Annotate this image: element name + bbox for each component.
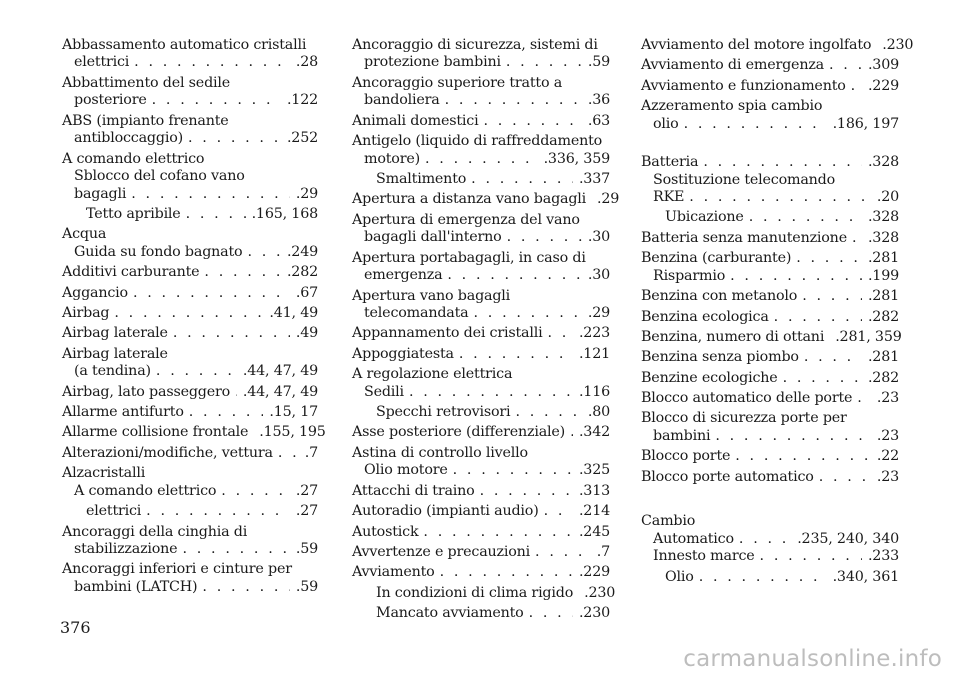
- index-entry-text: Tetto apribile: [86, 205, 181, 222]
- index-entry: [641, 98, 899, 116]
- index-entry: [641, 209, 899, 227]
- dot-leader: [852, 390, 871, 408]
- dot-leader: [466, 171, 573, 189]
- index-entry-page: .23: [876, 468, 899, 485]
- index-entry-text: posteriore: [74, 92, 147, 109]
- index-entry-text: Airbag, lato passeggero: [62, 383, 231, 400]
- index-entry-text: In condizioni di clima rigido: [376, 584, 574, 601]
- index-entry: [62, 384, 318, 402]
- dot-leader: [183, 130, 281, 148]
- index-entry: [62, 424, 326, 442]
- index-entry-text: Avvertenze e precauzioni: [352, 543, 531, 560]
- index-entry: [62, 151, 318, 169]
- index-entry: [352, 325, 610, 343]
- index-entry: [62, 305, 318, 323]
- dot-leader: [181, 206, 246, 224]
- index-entry-text: Innesto marce: [653, 548, 755, 565]
- index-entry-text: Antigelo (liquido di raffreddamento: [352, 133, 603, 150]
- dot-leader: [216, 483, 290, 501]
- index-entry: [352, 133, 610, 151]
- index-entry-text: antibloccaggio): [74, 130, 183, 147]
- index-entry-text: Batteria: [641, 154, 699, 171]
- index-entry-text: Mancato avviamento: [376, 605, 524, 622]
- dot-leader: [197, 579, 289, 597]
- index-entry-text: Avviamento e funzionamento: [641, 77, 846, 94]
- index-entry-text: Olio: [665, 568, 694, 585]
- index-entry-page: .325: [578, 462, 610, 479]
- index-entry: [352, 171, 610, 189]
- index-entry-text: Cambio: [641, 513, 696, 530]
- index-entry-text: ABS (impianto frenante: [62, 112, 229, 129]
- index-entry-text: Guida su fondo bagnato: [74, 243, 243, 260]
- index-entry: [641, 370, 899, 388]
- index-entry: [641, 531, 899, 549]
- index-entry: [62, 54, 318, 72]
- index-column-2: [352, 34, 620, 623]
- dot-leader: [109, 305, 263, 323]
- dot-leader: [177, 541, 289, 559]
- index-entry-text: Apertura a distanza vano bagagli: [352, 191, 587, 208]
- dot-leader: [479, 113, 582, 131]
- dot-leader: [440, 92, 582, 110]
- index-entry-page: .59: [295, 578, 318, 595]
- dot-leader: [442, 267, 581, 285]
- index-entry: [352, 151, 610, 169]
- index-entry-text: (a tendina): [74, 363, 151, 380]
- index-entry: [352, 54, 610, 72]
- index-entry-page: .23: [876, 427, 899, 444]
- index-entry: [62, 244, 318, 262]
- index-entry: [641, 78, 899, 96]
- index-entry-text: Abbassamento automatico cristalli: [62, 36, 307, 53]
- index-entry-page: .281: [867, 250, 899, 267]
- index-entry-text: Autoradio (impianti audio): [352, 503, 539, 520]
- index-entry: [62, 503, 318, 521]
- dot-leader: [141, 503, 290, 521]
- dot-leader: [755, 548, 862, 566]
- index-entry: [352, 524, 610, 542]
- dot-leader: [151, 363, 237, 381]
- index-entry-page: .29: [295, 185, 318, 202]
- dot-leader: [502, 229, 582, 247]
- index-entry: [352, 366, 610, 384]
- index-entry: [62, 113, 318, 131]
- dot-leader: [469, 305, 582, 323]
- index-entry-page: .29: [597, 191, 620, 208]
- dot-leader: [501, 54, 582, 72]
- index-entry-page: .245: [578, 523, 610, 540]
- index-entry-text: Appannamento dei cristalli: [352, 325, 543, 342]
- index-entry-text: Additivi carburante: [62, 264, 200, 281]
- index-entry-page: .281: [867, 349, 899, 366]
- dot-leader: [847, 230, 862, 248]
- dot-leader: [542, 325, 572, 343]
- index-entry: [641, 288, 899, 306]
- index-entry-text: A comando elettrico: [74, 482, 217, 499]
- index-entry-page: .23: [876, 390, 899, 407]
- index-entry-text: bambini: [653, 427, 711, 444]
- index-entry-page: .29: [587, 305, 610, 322]
- index-entry: [641, 57, 899, 75]
- index-entry: [641, 268, 899, 286]
- index-entry-page: .27: [295, 503, 318, 520]
- index-entry-text: Sblocco del cofano vano: [74, 168, 245, 185]
- index-entry-page: .281: [867, 288, 899, 305]
- index-entry-text: Benzina con metanolo: [641, 288, 798, 305]
- index-entry: [62, 325, 318, 343]
- index-entry-page: .282: [867, 308, 899, 325]
- index-entry-text: bandoliera: [364, 92, 440, 109]
- index-entry: [352, 544, 610, 562]
- dot-leader: [475, 483, 573, 501]
- index-entry-page: .186, 197: [832, 115, 899, 132]
- index-entry-text: Asse posteriore (differenziale): [352, 424, 566, 441]
- dot-leader: [454, 346, 573, 364]
- index-entry: [641, 548, 899, 566]
- dot-leader: [273, 445, 299, 463]
- index-entry-text: Abbattimento del sedile: [62, 74, 231, 91]
- index-entry: [352, 605, 610, 623]
- index-entry-text: Sedili: [364, 383, 404, 400]
- index-entry-text: Sostituzione telecomando: [653, 171, 836, 188]
- index-entry: [641, 189, 899, 207]
- index-entry-page: .233: [867, 548, 899, 565]
- index-entry-page: .28: [295, 54, 318, 71]
- index-entry-text: protezione bambini: [364, 54, 501, 71]
- index-entry-page: .214: [578, 503, 610, 520]
- dot-leader: [420, 151, 538, 169]
- index-entry: [352, 113, 610, 131]
- index-entry: [352, 384, 610, 402]
- index-entry-text: Allarme collisione frontale: [62, 424, 249, 441]
- index-entry-page: .282: [286, 264, 318, 281]
- index-entry-page: .230: [882, 36, 914, 53]
- index-entry: [641, 513, 899, 531]
- index-entry-page: .336, 359: [543, 150, 610, 167]
- index-entry-page: .199: [867, 267, 899, 284]
- index-entry-page: .67: [295, 284, 318, 301]
- index-entry-text: Appoggiatesta: [352, 345, 454, 362]
- index-entry-page: .281, 359: [835, 328, 902, 345]
- dot-leader: [530, 544, 591, 562]
- index-entry-text: Blocco di sicurezza porte per: [641, 410, 847, 427]
- index-entry-text: Airbag: [62, 305, 110, 322]
- index-entry: [62, 524, 318, 542]
- index-entry: [62, 579, 318, 597]
- index-entry-page: .155, 195: [259, 424, 326, 441]
- dot-leader: [230, 384, 237, 402]
- index-entry-page: .235, 240, 340: [797, 530, 899, 547]
- index-entry-text: Ancoraggio superiore tratto a: [352, 74, 563, 91]
- index-entry-page: .249: [286, 243, 318, 260]
- index-entry-page: .328: [867, 154, 899, 171]
- index-entry-text: Ancoraggi della cinghia di: [62, 523, 248, 540]
- index-entry-page: .49: [295, 325, 318, 342]
- index-entry: [641, 410, 899, 428]
- index-entry: [641, 448, 899, 466]
- index-entry: [352, 267, 610, 285]
- dot-leader: [679, 116, 827, 134]
- index-entry-text: elettrici: [86, 503, 142, 520]
- dot-leader: [404, 384, 573, 402]
- index-entry: [352, 212, 610, 230]
- index-entry-text: A comando elettrico: [62, 150, 205, 167]
- index-entry-page: .122: [286, 92, 318, 109]
- index-entry: [62, 226, 318, 244]
- dot-leader: [147, 92, 281, 110]
- dot-leader: [435, 564, 573, 582]
- index-entry-page: .22: [876, 448, 899, 465]
- index-entry-page: .121: [578, 345, 610, 362]
- index-entry-text: Airbag laterale: [62, 325, 168, 342]
- index-entry: [352, 424, 610, 442]
- dot-leader: [730, 448, 871, 466]
- index-entry-text: Blocco automatico delle porte: [641, 390, 853, 407]
- index-column-3: [641, 34, 914, 586]
- index-entry: [62, 130, 318, 148]
- index-entry: [352, 346, 610, 364]
- index-entry-page: .165, 168: [251, 205, 318, 222]
- dot-leader: [824, 57, 862, 75]
- index-entry-text: Risparmio: [653, 267, 726, 284]
- index-entry-text: Benzina (carburante): [641, 250, 792, 267]
- index-entry: [352, 229, 610, 247]
- index-entry-text: olio: [653, 115, 679, 132]
- dot-leader: [684, 189, 871, 207]
- index-entry-page: .20: [876, 189, 899, 206]
- index-entry-page: .30: [587, 267, 610, 284]
- index-entry-page: .59: [587, 54, 610, 71]
- index-entry: [641, 116, 899, 134]
- index-entry-text: Allarme antifurto: [62, 404, 184, 421]
- index-entry-page: .230: [584, 584, 616, 601]
- index-entry: [62, 264, 318, 282]
- index-entry: [641, 349, 899, 367]
- index-entry-page: .80: [587, 404, 610, 421]
- index-entry: [641, 309, 899, 327]
- index-entry-text: Attacchi di traino: [352, 482, 475, 499]
- index-entry-page: .41, 49: [269, 305, 318, 322]
- index-entry: [352, 37, 610, 55]
- index-entry-page: .7: [304, 444, 318, 461]
- dot-leader: [539, 503, 573, 521]
- index-entry-text: motore): [364, 150, 420, 167]
- index-entry: [641, 154, 899, 172]
- index-entry: [62, 445, 318, 463]
- dot-leader: [814, 469, 871, 487]
- index-entry-text: bagagli dall'interno: [364, 229, 502, 246]
- index-entry-text: Azzeramento spia cambio: [641, 98, 823, 115]
- index-entry-page: .30: [587, 229, 610, 246]
- dot-leader: [725, 268, 862, 286]
- dot-leader: [694, 569, 827, 587]
- index-entry-text: Benzine ecologiche: [641, 369, 778, 386]
- index-entry-page: .36: [587, 92, 610, 109]
- index-entry: [641, 230, 899, 248]
- index-entry: [352, 462, 610, 480]
- dot-leader: [698, 154, 862, 172]
- index-entry: [352, 305, 610, 323]
- index-entry-text: Specchi retrovisori: [376, 404, 511, 421]
- index-entry-text: Acqua: [62, 226, 107, 243]
- dot-leader: [418, 524, 573, 542]
- dot-leader: [846, 78, 862, 96]
- dot-leader: [126, 186, 290, 204]
- index-entry: [641, 328, 902, 347]
- index-entry-text: emergenza: [364, 267, 443, 284]
- index-entry: [62, 483, 318, 501]
- index-entry: [352, 92, 610, 110]
- index-entry-page: .229: [867, 77, 899, 94]
- index-entry-text: Airbag laterale: [62, 345, 168, 362]
- index-entry-text: elettrici: [74, 54, 130, 71]
- index-entry-text: Benzina senza piombo: [641, 349, 799, 366]
- index-entry: [62, 206, 318, 224]
- dot-leader: [710, 428, 871, 446]
- dot-leader: [565, 424, 573, 442]
- index-entry: [352, 483, 610, 501]
- dot-leader: [769, 309, 862, 327]
- index-entry-page: .59: [295, 541, 318, 558]
- index-entry-page: .230: [578, 605, 610, 622]
- index-entry: [62, 465, 318, 483]
- index-entry: [641, 428, 899, 446]
- index-entry: [641, 250, 899, 268]
- index-entry-text: Autostick: [352, 523, 419, 540]
- index-entry-text: Alzacristalli: [62, 465, 146, 482]
- dot-leader: [128, 285, 290, 303]
- index-entry-text: Alterazioni/modifiche, vettura: [62, 444, 273, 461]
- index-entry: [641, 36, 914, 55]
- index-entry-page: .309: [867, 57, 899, 74]
- dot-leader: [168, 325, 290, 343]
- index-entry: [62, 75, 318, 93]
- index-entry-text: telecomandata: [364, 305, 469, 322]
- index-entry-text: bagagli: [74, 185, 127, 202]
- index-entry-text: Batteria senza manutenzione: [641, 229, 847, 246]
- index-entry-text: Avviamento del motore ingolfato: [641, 36, 872, 53]
- index-entry-page: .328: [867, 229, 899, 246]
- index-entry-text: Ubicazione: [665, 209, 744, 226]
- index-entry: [62, 561, 318, 579]
- index-entry: [352, 584, 616, 603]
- index-entry: [62, 363, 318, 381]
- index-entry-text: Ancoraggi inferiori e cinture per: [62, 561, 292, 578]
- index-entry-text: stabilizzazione: [74, 541, 178, 558]
- index-entry-text: Animali domestici: [352, 112, 479, 129]
- page-number: 376: [60, 618, 91, 637]
- index-entry-text: Avviamento di emergenza: [641, 57, 824, 74]
- index-entry: [62, 346, 318, 364]
- dot-leader: [744, 209, 862, 227]
- index-entry: [62, 404, 318, 422]
- index-entry-page: .15, 17: [269, 404, 318, 421]
- index-entry-page: .63: [587, 112, 610, 129]
- index-entry-text: A regolazione elettrica: [352, 366, 513, 383]
- dot-leader: [199, 264, 281, 282]
- index-entry: [352, 75, 610, 93]
- index-entry-text: Benzina, numero di ottani: [641, 328, 825, 345]
- index-entry: [641, 569, 899, 587]
- index-entry: [641, 390, 899, 408]
- index-entry-text: Aggancio: [62, 284, 128, 301]
- dot-leader: [524, 605, 573, 623]
- index-entry-text: Smaltimento: [376, 170, 467, 187]
- index-entry: [352, 503, 610, 521]
- index-entry-text: bambini (LATCH): [74, 578, 198, 595]
- index-entry: [352, 564, 610, 582]
- index-entry-text: Apertura di emergenza del vano: [352, 211, 580, 228]
- index-entry-text: Avviamento: [352, 564, 435, 581]
- index-entry-text: Olio motore: [364, 462, 448, 479]
- index-entry: [352, 288, 610, 306]
- index-entry: [62, 168, 318, 186]
- index-entry-text: Ancoraggio di sicurezza, sistemi di: [352, 36, 598, 53]
- index-entry: [62, 37, 318, 55]
- index-entry: [352, 191, 620, 209]
- index-entry-page: .340, 361: [832, 568, 899, 585]
- index-entry-text: Blocco porte automatico: [641, 468, 814, 485]
- index-entry-page: .229: [578, 564, 610, 581]
- index-entry-text: Automatico: [653, 530, 734, 547]
- index-entry-page: .223: [578, 325, 610, 342]
- index-entry-page: .337: [578, 170, 610, 187]
- dot-leader: [734, 531, 791, 549]
- dot-leader: [448, 462, 573, 480]
- index-entry: [352, 404, 610, 422]
- index-entry: [62, 541, 318, 559]
- index-entry-text: Blocco porte: [641, 448, 731, 465]
- index-entry-page: .44, 47, 49: [242, 363, 318, 380]
- index-entry: [62, 92, 318, 110]
- dot-leader: [778, 370, 862, 388]
- index-entry-page: .313: [578, 482, 610, 499]
- index-entry-page: .116: [578, 383, 610, 400]
- index-entry: [352, 250, 610, 268]
- index-entry-text: Apertura portabagagli, in caso di: [352, 249, 586, 266]
- index-entry: [62, 186, 318, 204]
- watermark: carmanualsonline.info: [683, 646, 942, 672]
- index-entry-page: .44, 47, 49: [242, 383, 318, 400]
- index-entry-page: .328: [867, 209, 899, 226]
- index-entry: [62, 285, 318, 303]
- index-entry-page: .282: [867, 369, 899, 386]
- dot-leader: [797, 288, 862, 306]
- index-column-1: [62, 34, 326, 596]
- dot-leader: [791, 250, 862, 268]
- index-entry-text: RKE: [653, 189, 685, 206]
- index-entry-page: .27: [295, 482, 318, 499]
- index-entry-page: .252: [286, 130, 318, 147]
- dot-leader: [184, 404, 264, 422]
- dot-leader: [129, 54, 290, 72]
- index-entry-page: .342: [578, 424, 610, 441]
- dot-leader: [510, 404, 581, 422]
- index-entry-text: Benzina ecologica: [641, 308, 769, 325]
- dot-leader: [242, 244, 281, 262]
- dot-leader: [799, 349, 862, 367]
- index-entry: [641, 172, 899, 190]
- index-entry-page: .7: [596, 543, 610, 560]
- index-entry-text: Astina di controllo livello: [352, 444, 528, 461]
- index-entry: [352, 445, 610, 463]
- index-entry: [641, 469, 899, 487]
- index-entry-text: Apertura vano bagagli: [352, 287, 511, 304]
